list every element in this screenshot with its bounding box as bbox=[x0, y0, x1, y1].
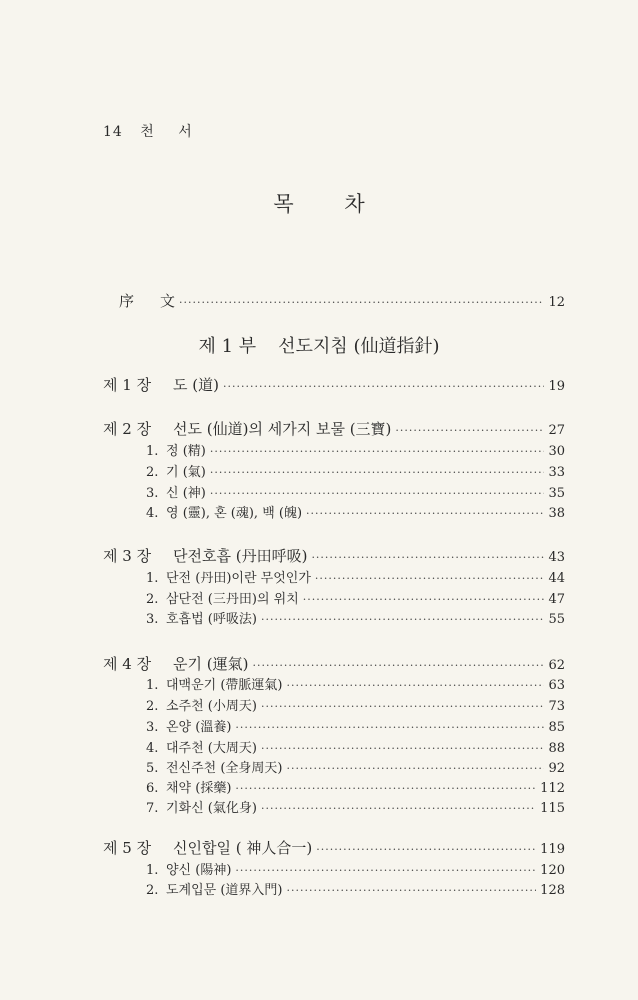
section-title: 단전 (丹田)이란 무엇인가 bbox=[166, 571, 311, 586]
section-number: 4. bbox=[146, 506, 159, 521]
page-title bbox=[0, 188, 638, 218]
chapter-label: 제 5 장 bbox=[103, 839, 152, 857]
dot-leader bbox=[179, 296, 544, 309]
section-number: 2. bbox=[146, 592, 159, 607]
section-title: 기 (氣) bbox=[166, 465, 206, 480]
running-head-word-2: 서 bbox=[178, 124, 193, 140]
toc-page-number: 63 bbox=[548, 678, 565, 693]
part-title: 선도지침 (仙道指針) bbox=[278, 336, 440, 357]
toc-page-number: 115 bbox=[540, 801, 565, 816]
chapter-label: 제 2 장 bbox=[103, 420, 152, 438]
section-number: 3. bbox=[146, 486, 159, 501]
chapter-label: 제 1 장 bbox=[103, 376, 152, 394]
dot-leader bbox=[395, 424, 544, 437]
toc-section bbox=[146, 674, 565, 693]
dot-leader bbox=[316, 843, 536, 856]
toc-page-number: 62 bbox=[548, 658, 565, 673]
section-number: 6. bbox=[146, 781, 159, 796]
toc-page-number: 47 bbox=[548, 592, 565, 607]
dot-leader bbox=[223, 380, 544, 393]
chapter-title: 운기 (運氣) bbox=[173, 655, 249, 673]
section-number: 3. bbox=[146, 720, 159, 735]
chapter-title: 선도 (仙道)의 세가지 보물 (三寶) bbox=[173, 420, 392, 438]
toc-chapter bbox=[103, 545, 565, 566]
toc-page-number: 27 bbox=[548, 423, 565, 438]
part-heading bbox=[0, 332, 638, 358]
section-title: 영 (靈), 혼 (魂), 백 (魄) bbox=[166, 506, 303, 521]
toc-section bbox=[146, 757, 565, 776]
toc-section bbox=[146, 716, 565, 735]
title-char-2: 차 bbox=[344, 192, 365, 216]
toc-section bbox=[146, 461, 565, 480]
toc-chapter bbox=[103, 653, 565, 674]
preface-label bbox=[119, 290, 175, 311]
section-number: 3. bbox=[146, 612, 159, 627]
toc-page-number: 12 bbox=[548, 295, 565, 310]
section-title: 온양 (溫養) bbox=[166, 720, 232, 735]
section-number: 1. bbox=[146, 678, 159, 693]
section-number: 2. bbox=[146, 465, 159, 480]
dot-leader bbox=[261, 700, 545, 713]
toc-section bbox=[146, 695, 565, 714]
dot-leader bbox=[315, 572, 545, 585]
toc-section bbox=[146, 879, 565, 898]
chapter-title: 도 (道) bbox=[173, 376, 219, 394]
chapter-title: 신인합일 ( 神人合一) bbox=[173, 839, 313, 857]
toc-page-number: 112 bbox=[540, 781, 565, 796]
section-title: 신 (神) bbox=[166, 486, 206, 501]
dot-leader bbox=[252, 659, 544, 672]
section-title: 대맥운기 (帶脈運氣) bbox=[166, 678, 283, 693]
toc-page-number: 128 bbox=[540, 883, 565, 898]
toc-page-number: 43 bbox=[548, 550, 565, 565]
toc-section bbox=[146, 588, 565, 607]
section-title: 정 (精) bbox=[166, 444, 206, 459]
toc-page-number: 73 bbox=[548, 699, 565, 714]
section-number: 7. bbox=[146, 801, 159, 816]
toc-page-number: 119 bbox=[540, 842, 565, 857]
toc-page-number: 35 bbox=[548, 486, 565, 501]
toc-page-number: 92 bbox=[548, 761, 565, 776]
page-number: 14 bbox=[103, 124, 123, 140]
running-head bbox=[103, 121, 193, 141]
toc-page-number: 44 bbox=[548, 571, 565, 586]
dot-leader bbox=[303, 593, 545, 606]
toc-page-number: 38 bbox=[548, 506, 565, 521]
running-head-word-1: 천 bbox=[140, 124, 155, 140]
toc-section bbox=[146, 440, 565, 459]
dot-leader bbox=[235, 782, 536, 795]
chapter-label: 제 4 장 bbox=[103, 655, 152, 673]
toc-chapter bbox=[103, 418, 565, 439]
toc-section bbox=[146, 608, 565, 627]
toc-page-number: 85 bbox=[548, 720, 565, 735]
section-number: 1. bbox=[146, 571, 159, 586]
section-title: 삼단전 (三丹田)의 위치 bbox=[166, 592, 299, 607]
toc-chapter bbox=[103, 837, 565, 858]
title-char-1: 목 bbox=[273, 192, 294, 216]
toc-section bbox=[146, 777, 565, 796]
part-label: 제 1 부 bbox=[198, 336, 257, 357]
section-number: 1. bbox=[146, 863, 159, 878]
dot-leader bbox=[235, 721, 544, 734]
toc-page-number: 120 bbox=[540, 863, 565, 878]
dot-leader bbox=[261, 802, 536, 815]
toc-section bbox=[146, 567, 565, 586]
toc-entry-preface bbox=[119, 290, 565, 311]
section-title: 기화신 (氣化身) bbox=[166, 801, 257, 816]
dot-leader bbox=[287, 762, 545, 775]
preface-char-1: 序 bbox=[119, 292, 135, 310]
chapter-title: 단전호흡 (丹田呼吸) bbox=[173, 547, 308, 565]
section-number: 1. bbox=[146, 444, 159, 459]
section-number: 5. bbox=[146, 761, 159, 776]
toc-page-number: 88 bbox=[548, 741, 565, 756]
dot-leader bbox=[210, 466, 545, 479]
section-number: 2. bbox=[146, 699, 159, 714]
toc-section bbox=[146, 797, 565, 816]
section-title: 소주천 (小周天) bbox=[166, 699, 257, 714]
toc-chapter bbox=[103, 374, 565, 395]
toc-page-number: 19 bbox=[548, 379, 565, 394]
dot-leader bbox=[210, 487, 545, 500]
toc-page-number: 30 bbox=[548, 444, 565, 459]
section-number: 2. bbox=[146, 883, 159, 898]
dot-leader bbox=[235, 864, 536, 877]
toc-section bbox=[146, 482, 565, 501]
dot-leader bbox=[261, 613, 545, 626]
dot-leader bbox=[311, 551, 544, 564]
section-title: 대주천 (大周天) bbox=[166, 741, 257, 756]
dot-leader bbox=[287, 884, 537, 897]
preface-char-2: 文 bbox=[160, 292, 176, 310]
toc-section bbox=[146, 502, 565, 521]
section-title: 호흡법 (呼吸法) bbox=[166, 612, 257, 627]
section-title: 도계입문 (道界入門) bbox=[166, 883, 283, 898]
toc-section bbox=[146, 859, 565, 878]
section-title: 채약 (採藥) bbox=[166, 781, 232, 796]
section-title: 전신주천 (全身周天) bbox=[166, 761, 283, 776]
section-title: 양신 (陽神) bbox=[166, 863, 232, 878]
toc-page-number: 33 bbox=[548, 465, 565, 480]
chapter-label: 제 3 장 bbox=[103, 547, 152, 565]
dot-leader bbox=[287, 679, 545, 692]
toc-page-number: 55 bbox=[548, 612, 565, 627]
section-number: 4. bbox=[146, 741, 159, 756]
dot-leader bbox=[306, 507, 544, 520]
dot-leader bbox=[210, 445, 545, 458]
toc-section bbox=[146, 737, 565, 756]
dot-leader bbox=[261, 742, 545, 755]
